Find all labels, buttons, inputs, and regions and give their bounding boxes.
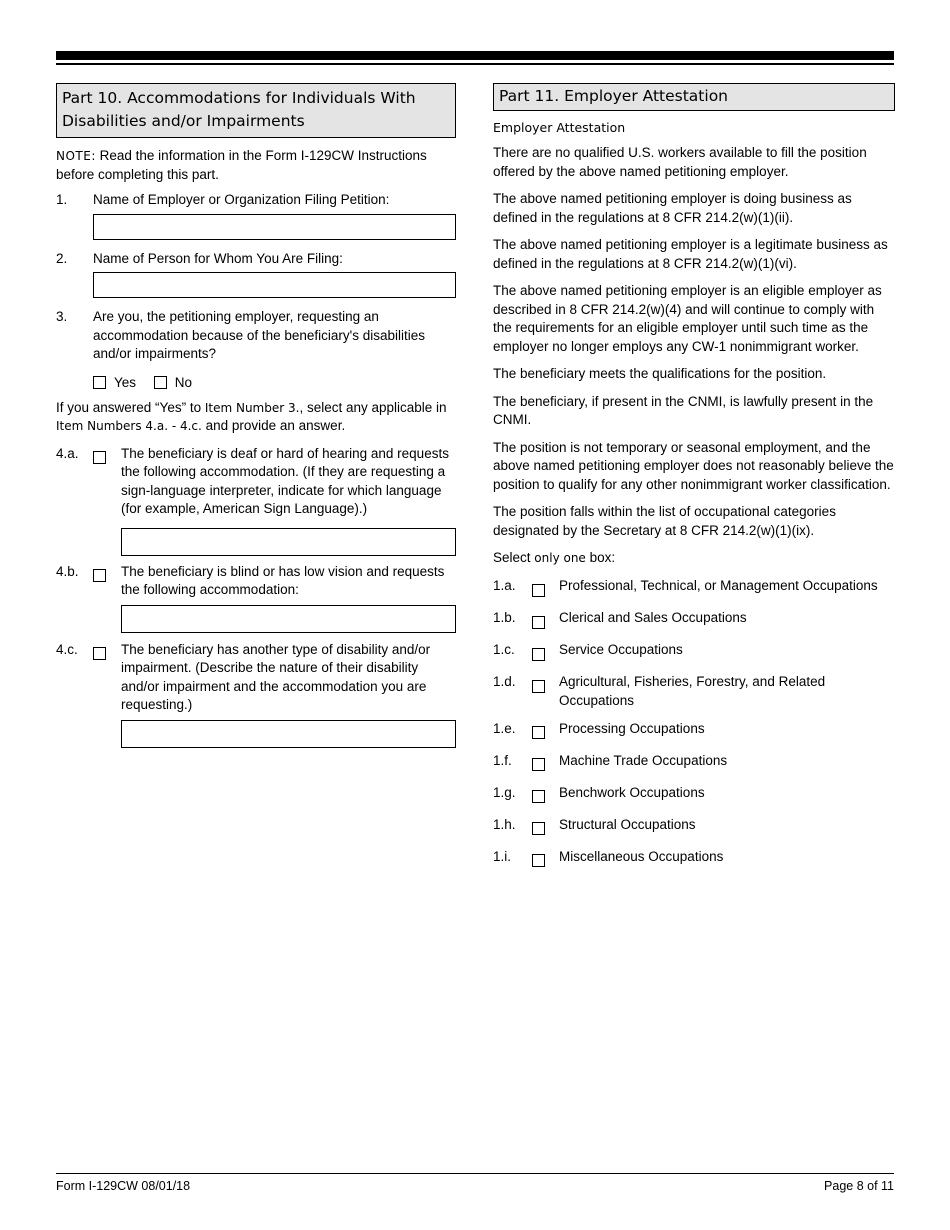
part10-header: Part 10. Accommodations for Individuals With Disabilities and/or Impairments bbox=[56, 83, 456, 138]
occupation-checkbox[interactable] bbox=[532, 822, 545, 835]
occupation-label: Processing Occupations bbox=[559, 720, 705, 736]
top-rule-thin bbox=[56, 63, 894, 65]
attestation-paragraph: There are no qualified U.S. workers available to fill the position offered by the above named petitioning employer. bbox=[493, 145, 867, 179]
occupation-number: 1.g. bbox=[493, 784, 516, 800]
select-text: box: bbox=[585, 550, 616, 565]
occupation-label: Clerical and Sales Occupations bbox=[559, 610, 747, 625]
item-ref: Item Number 3. bbox=[204, 400, 300, 415]
occupation-number: 1.b. bbox=[493, 610, 516, 625]
occupation-checkbox[interactable] bbox=[532, 790, 545, 803]
occupation-option[interactable] bbox=[493, 577, 895, 600]
instr-text: , select any applicable in bbox=[299, 399, 447, 415]
item-number: 4.c. bbox=[56, 641, 78, 657]
no-label: No bbox=[174, 374, 193, 390]
occupation-option[interactable] bbox=[493, 848, 895, 871]
note-text: Read the information in the Form I-129CW Instructions before completing this part. bbox=[56, 148, 427, 182]
yes-label: Yes bbox=[114, 374, 137, 390]
occupation-number: 1.f. bbox=[493, 752, 512, 768]
blind-accommodation-input[interactable] bbox=[121, 605, 456, 633]
occupation-checkbox[interactable] bbox=[532, 758, 545, 771]
occupation-option[interactable] bbox=[493, 752, 895, 775]
attestation-paragraph: The above named petitioning employer is an eligible employer as described in 8 CFR 214.2(w)(4) and will continue to comply with the requirements for an eligible employer until such time as the employer no longer employs any CW-1 nonimmigrant worker. bbox=[493, 283, 882, 354]
occupation-option[interactable] bbox=[493, 784, 895, 807]
occupation-number: 1.h. bbox=[493, 816, 516, 832]
occupation-label: Professional, Technical, or Management Occupations bbox=[559, 578, 878, 593]
attestation-paragraph: The position is not temporary or seasonal employment, and the above named petitioning employer does not reasonably believe the position to qualify for any other nonimmigrant worker classification. bbox=[493, 439, 894, 492]
occupation-checkbox[interactable] bbox=[532, 726, 545, 739]
page-number: Page 8 of 11 bbox=[824, 1179, 894, 1193]
occupation-number: 1.i. bbox=[493, 848, 512, 864]
item-number: 4.b. bbox=[56, 563, 79, 579]
occupation-option[interactable] bbox=[493, 720, 895, 743]
item-label: The beneficiary is deaf or hard of hearing and requests the following accommodation. (If they are requesting a sign-language interpreter, indicate for which language (for example, American Sign Language).) bbox=[121, 445, 449, 516]
occupation-option[interactable] bbox=[493, 816, 895, 839]
item-number: 3. bbox=[56, 309, 68, 324]
item-4b bbox=[56, 563, 456, 633]
item-2 bbox=[56, 250, 456, 299]
attestation-paragraph: The above named petitioning employer is doing business as defined in the regulations at 8 CFR 214.2(w)(1)(ii). bbox=[493, 191, 852, 225]
deaf-accommodation-input[interactable] bbox=[121, 528, 456, 556]
beneficiary-name-input[interactable] bbox=[93, 272, 456, 298]
occupation-checkbox[interactable] bbox=[532, 584, 545, 597]
yes-no-group bbox=[93, 374, 456, 392]
occupation-option[interactable] bbox=[493, 641, 895, 664]
item-4a bbox=[56, 445, 456, 556]
part10-note bbox=[56, 147, 456, 184]
yes-checkbox[interactable] bbox=[93, 376, 106, 389]
item-label: The beneficiary has another type of disability and/or impairment. (Describe the nature of their disability and/or impairment and the accommodation you are requesting.) bbox=[121, 641, 431, 712]
item-label: Are you, the petitioning employer, requesting an accommodation because of the beneficiary's disabilities and/or impairments? bbox=[93, 309, 426, 361]
no-option[interactable] bbox=[154, 375, 192, 390]
occupation-label: Service Occupations bbox=[559, 642, 683, 657]
part11-header: Part 11. Employer Attestation bbox=[493, 83, 895, 111]
occupation-label: Benchwork Occupations bbox=[559, 784, 705, 800]
form-id: Form I-129CW 08/01/18 bbox=[56, 1179, 191, 1193]
other-disability-checkbox[interactable] bbox=[93, 647, 106, 660]
footer-rule bbox=[56, 1173, 894, 1174]
occupation-label: Machine Trade Occupations bbox=[559, 752, 728, 768]
employer-name-input[interactable] bbox=[93, 214, 456, 240]
occupation-number: 1.a. bbox=[493, 578, 516, 593]
item-number: 1. bbox=[56, 192, 68, 207]
select-text: Select bbox=[493, 550, 535, 565]
occupation-checkbox[interactable] bbox=[532, 854, 545, 867]
item-label: Name of Employer or Organization Filing Petition: bbox=[93, 192, 390, 207]
attestation-paragraph: The position falls within the list of occupational categories designated by the Secretary at 8 CFR 214.2(w)(1)(ix). bbox=[493, 504, 836, 538]
other-disability-input[interactable] bbox=[121, 720, 456, 748]
select-instruction bbox=[493, 549, 895, 568]
occupation-checkbox[interactable] bbox=[532, 680, 545, 693]
item-label: The beneficiary is blind or has low vision and requests the following accommodation: bbox=[121, 563, 445, 597]
deaf-accommodation-checkbox[interactable] bbox=[93, 451, 106, 464]
item-label: Name of Person for Whom You Are Filing: bbox=[93, 250, 343, 266]
item-1 bbox=[56, 191, 456, 240]
occupation-label: Miscellaneous Occupations bbox=[559, 848, 724, 864]
occupation-option[interactable] bbox=[493, 609, 895, 632]
item-number: 4.a. bbox=[56, 445, 79, 461]
instr-text: If you answered “Yes” to bbox=[56, 399, 205, 415]
instr-text: and provide an answer. bbox=[201, 418, 346, 433]
attestation-paragraph: The beneficiary meets the qualifications for the position. bbox=[493, 366, 827, 381]
part11-section bbox=[493, 83, 895, 870]
note-label: NOTE: bbox=[56, 149, 96, 163]
attestation-paragraph: The beneficiary, if present in the CNMI, is lawfully present in the CNMI. bbox=[493, 393, 874, 427]
item-4c bbox=[56, 641, 456, 748]
top-rule-thick bbox=[56, 51, 894, 60]
occupation-label: Structural Occupations bbox=[559, 816, 696, 832]
select-ref: only one bbox=[534, 551, 586, 565]
occupation-checkbox[interactable] bbox=[532, 616, 545, 629]
occupation-option[interactable] bbox=[493, 673, 895, 710]
item-ref: Item Numbers 4.a. - 4.c. bbox=[56, 419, 202, 433]
occupation-number: 1.c. bbox=[493, 642, 515, 657]
occupation-checkbox[interactable] bbox=[532, 648, 545, 661]
occupation-label: Agricultural, Fisheries, Forestry, and Related Occupations bbox=[559, 674, 826, 708]
part11-subhead: Employer Attestation bbox=[493, 120, 626, 135]
attestation-paragraph: The above named petitioning employer is a legitimate business as defined in the regulations at 8 CFR 214.2(w)(1)(vi). bbox=[493, 237, 888, 271]
part10-section bbox=[56, 83, 456, 748]
conditional-instructions bbox=[56, 399, 456, 436]
occupation-number: 1.d. bbox=[493, 674, 516, 689]
item-3 bbox=[56, 308, 456, 364]
item-number: 2. bbox=[56, 250, 68, 266]
blind-accommodation-checkbox[interactable] bbox=[93, 569, 106, 582]
occupation-number: 1.e. bbox=[493, 720, 516, 736]
yes-option[interactable] bbox=[93, 375, 136, 390]
no-checkbox[interactable] bbox=[154, 376, 167, 389]
